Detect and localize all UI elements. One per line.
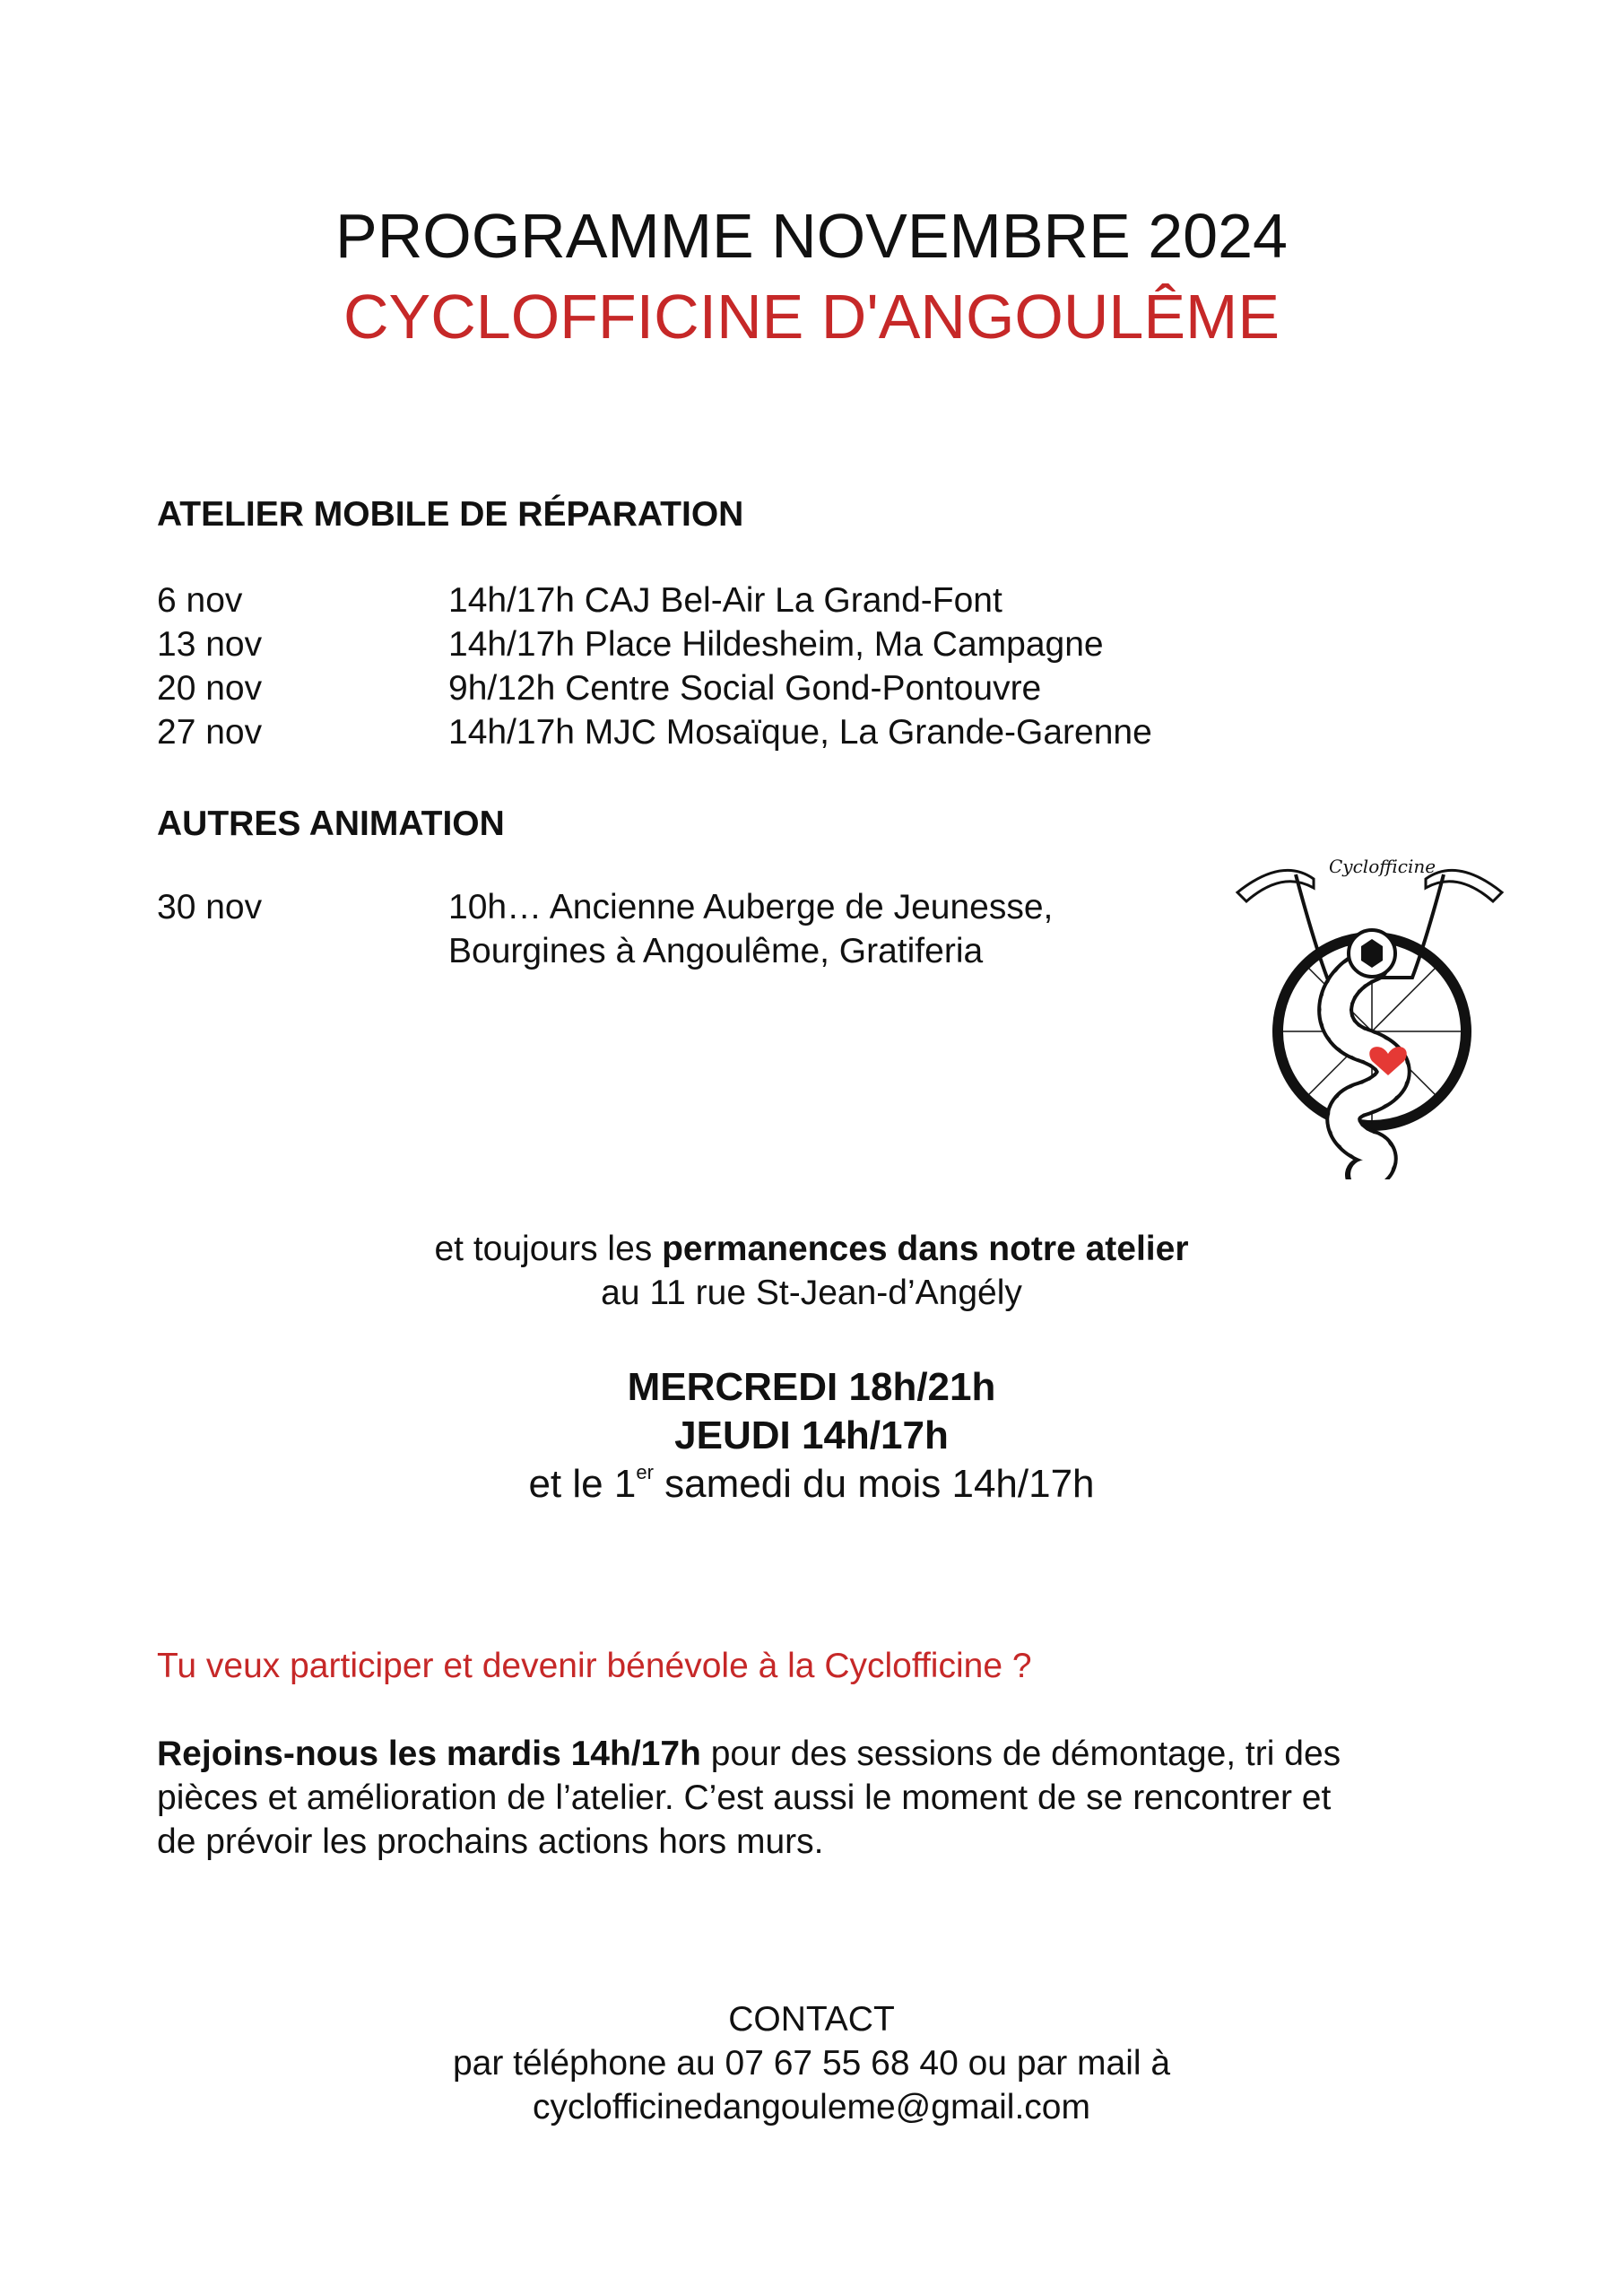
program-title: PROGRAMME NOVEMBRE 2024 — [335, 201, 1288, 271]
schedule-date: 30 nov — [157, 888, 263, 926]
volunteer-line2: pièces et amélioration de l’atelier. C’est aussi le moment de se rencontrer et — [157, 1779, 1332, 1817]
description-line: Bourgines à Angoulême, Gratiferia — [448, 932, 984, 970]
description-line: 10h… Ancienne Auberge de Jeunesse, — [448, 888, 1054, 926]
hours-wednesday: MERCREDI 18h/21h — [627, 1365, 996, 1409]
contact-phone: par téléphone au 07 67 55 68 40 ou par mail à — [452, 2044, 1171, 2083]
saturday-prefix: et le 1 — [528, 1462, 637, 1506]
schedule-description: 14h/17h CAJ Bel-Air La Grand-Font — [448, 581, 1002, 620]
atelier-mobile-heading: ATELIER MOBILE DE RÉPARATION — [157, 495, 744, 534]
autres-animation-heading: AUTRES ANIMATION — [157, 804, 505, 843]
intro-prefix: et toujours les — [434, 1230, 663, 1268]
schedule-date: 13 nov — [157, 625, 263, 664]
contact-heading: CONTACT — [728, 2000, 895, 2039]
schedule-date: 6 nov — [157, 581, 243, 620]
schedule-description: 14h/17h MJC Mosaïque, La Grande-Garenne — [448, 713, 1152, 752]
cyclofficine-logo — [1228, 839, 1515, 1179]
volunteer-text — [157, 1732, 1484, 1864]
schedule-description — [448, 885, 1345, 973]
volunteer-line1: pour des sessions de démontage, tri des — [700, 1735, 1341, 1773]
ordinal-suffix: er — [636, 1461, 654, 1483]
hours-thursday: JEUDI 14h/17h — [674, 1413, 949, 1457]
intro-bold: permanences dans notre atelier — [662, 1230, 1189, 1268]
saturday-suffix: samedi du mois 14h/17h — [653, 1462, 1095, 1506]
workshop-address: au 11 rue St-Jean-d’Angély — [601, 1274, 1022, 1312]
schedule-description: 9h/12h Centre Social Gond-Pontouvre — [448, 669, 1042, 708]
schedule-description: 14h/17h Place Hildesheim, Ma Campagne — [448, 625, 1104, 664]
volunteer-question: Tu veux participer et devenir bénévole à la Cyclofficine ? — [157, 1647, 1032, 1685]
schedule-date: 20 nov — [157, 669, 263, 708]
volunteer-bold: Rejoins-nous les mardis 14h/17h — [157, 1735, 701, 1773]
logo-text: Cyclofficine — [1329, 856, 1436, 877]
schedule-date: 27 nov — [157, 713, 263, 752]
contact-email[interactable]: cyclofficinedangouleme@gmail.com — [532, 2088, 1090, 2126]
volunteer-line3: de prévoir les prochains actions hors murs. — [157, 1822, 824, 1861]
permanences-intro — [0, 1227, 1623, 1271]
hours-saturday — [0, 1460, 1623, 1509]
organization-title: CYCLOFFICINE D'ANGOULÊME — [343, 282, 1280, 352]
